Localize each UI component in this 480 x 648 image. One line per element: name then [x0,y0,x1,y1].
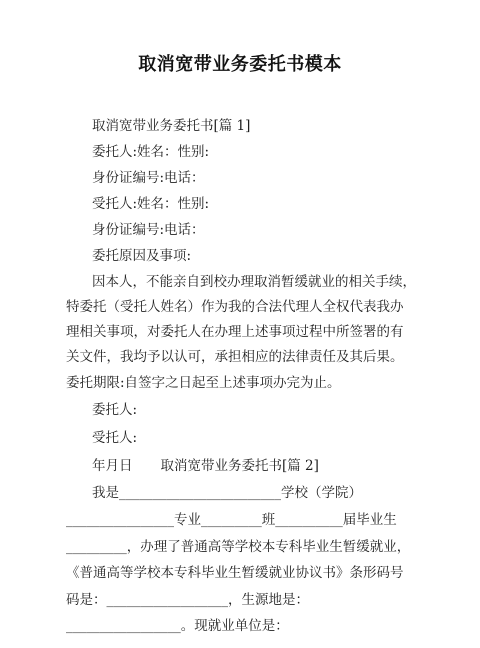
form-line: ________________专业_________班__________届毕业生 [66,512,397,528]
reason-heading: 委托原因及事项: [92,248,192,264]
trustee-name-line: 受托人:姓名：性别: [92,196,210,212]
paragraph-line: 理相关事项，对委托人在办理上述事项过程中所签署的有 [66,324,404,340]
date-and-heading-line [92,456,472,476]
delegator-sign-line: 委托人: [92,402,138,418]
form-line: 码是：__________________，生源地是： [66,592,309,608]
paragraph-line: 因本人，不能亲自到校办理取消暂缓就业的相关手续， [92,274,416,290]
form-line: 《普通高等学校本专科毕业生暂缓就业协议书》条形码号 [66,565,404,581]
section-heading-1: 取消宽带业务委托书[篇 1] [92,118,251,134]
term-line: 委托期限:自签字之日起至上述事项办完为止。 [66,375,341,391]
form-line: 我是________________________学校（学院） [92,485,362,501]
paragraph-line: 特委托（受托人姓名）作为我的合法代理人全权代表我办 [66,299,404,315]
document-title: 取消宽带业务委托书模本 [138,54,342,75]
paragraph-line: 关文件，我均予以认可，承担相应的法律责任及其后果。 [66,349,404,365]
delegator-id-line: 身份证编号:电话： [92,170,205,186]
form-line: _________，办理了普通高等学校本专科毕业生暂缓就业， [66,539,411,555]
trustee-id-line: 身份证编号:电话： [92,222,205,238]
form-line: _________________。现就业单位是： [66,618,289,634]
date-label: 年月日 [92,458,133,474]
delegator-name-line: 委托人:姓名：性别: [92,144,210,160]
section-heading-2: 取消宽带业务委托书[篇 2] [160,458,319,474]
trustee-sign-line: 受托人: [92,430,138,446]
